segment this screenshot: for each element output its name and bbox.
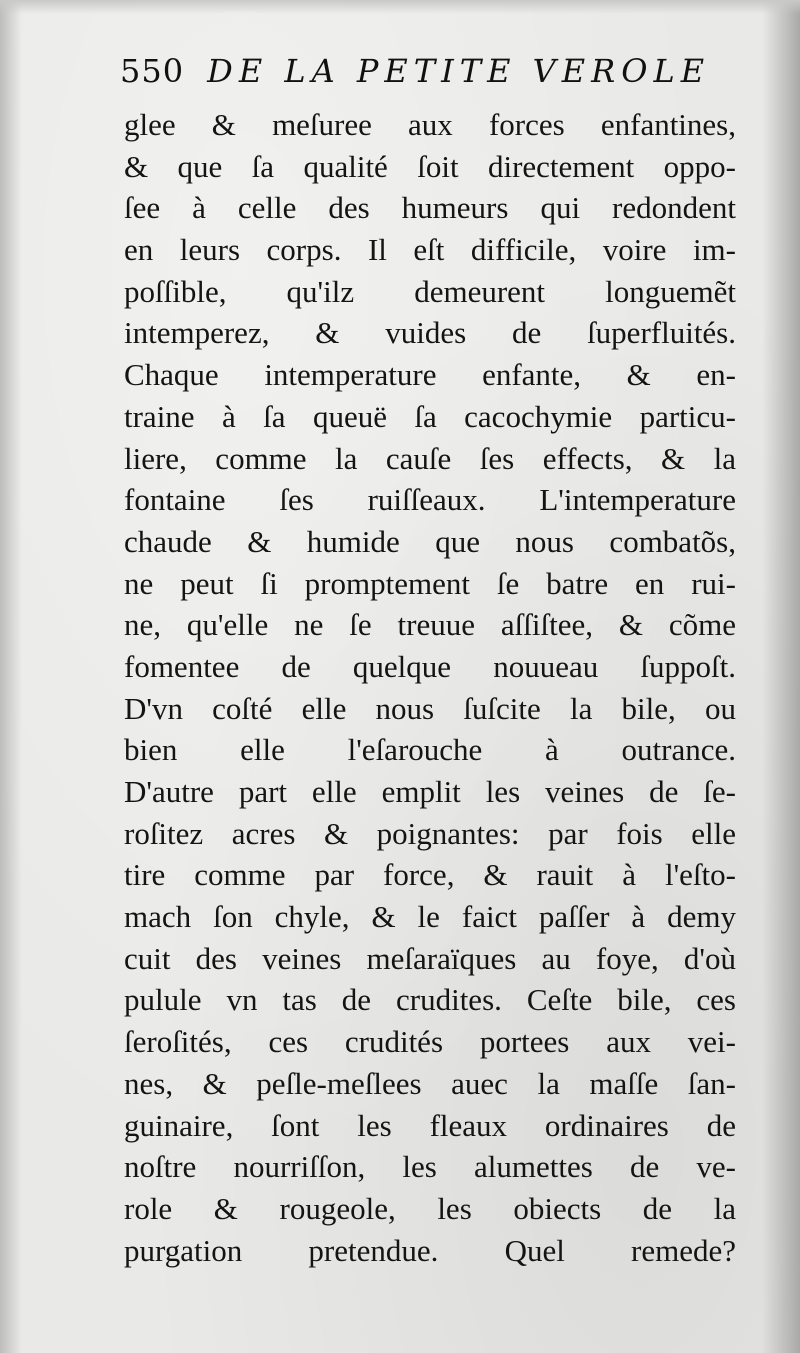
page-right-shadow: [762, 0, 800, 1353]
text-line: mach ſon chyle, & le faict paſſer à demy: [124, 899, 736, 935]
text-line: & que ſa qualité ſoit directement oppo-: [124, 148, 736, 184]
text-line: fontaine ſes ruiſſeaux. L'intemperature: [124, 482, 736, 518]
text-line: en leurs corps. Il eſt difficile, voire im-: [124, 232, 736, 268]
text-line: nes, & peſle-meſlees auec la maſſe ſan-: [124, 1065, 736, 1101]
body-text: [124, 104, 736, 1304]
text-line: ne, qu'elle ne ſe treuue aſſiſtee, & cõme: [124, 607, 736, 643]
text-line: glee & meſuree aux forces enfantines,: [124, 107, 736, 142]
text-line: chaude & humide que nous combatõs,: [124, 523, 736, 559]
text-line: traine à ſa queuë ſa cacochymie particu-: [124, 398, 736, 434]
text-line: intemperez, & vuides de ſuperfluités.: [124, 315, 736, 351]
page-left-shadow: [0, 0, 22, 1353]
text-line: Chaque intemperature enfante, & en-: [124, 357, 736, 393]
text-line: D'autre part elle emplit les veines de ſe-: [124, 774, 736, 809]
text-line: pulule vn tas de crudites. Ceſte bile, ces: [124, 982, 736, 1018]
page-number: 550: [120, 52, 185, 90]
running-title: DE LA PETITE VEROLE: [207, 52, 711, 90]
text-line: tire comme par force, & rauit à l'eſto-: [124, 857, 736, 893]
text-line: fomentee de quelque nouueau ſuppoſt.: [124, 648, 736, 684]
text-line: ſee à celle des humeurs qui redondent: [124, 190, 736, 226]
text-line: purgation pretendue. Quel remede?: [124, 1232, 736, 1268]
text-line: poſſible, qu'ilz demeurent longuemẽt: [124, 273, 736, 309]
running-head: [120, 52, 720, 104]
text-line: roſitez acres & poignantes: par fois elle: [124, 815, 736, 851]
text-line: noſtre nourriſſon, les alumettes de ve-: [124, 1149, 736, 1185]
text-line: cuit des veines meſaraïques au foye, d'où: [124, 940, 736, 976]
text-line: role & rougeole, les obiects de la: [124, 1190, 736, 1226]
text-line: ne peut ſi promptement ſe batre en rui-: [124, 565, 736, 601]
text-line: bien elle l'eſarouche à outrance.: [124, 732, 736, 768]
text-line: D'vn coſté elle nous ſuſcite la bile, ou: [124, 690, 736, 726]
page-top-shadow: [0, 0, 800, 14]
text-line: liere, comme la cauſe ſes effects, & la: [124, 440, 736, 476]
text-line: ſeroſités, ces crudités portees aux vei-: [124, 1024, 736, 1060]
text-line: guinaire, ſont les fleaux ordinaires de: [124, 1107, 736, 1143]
